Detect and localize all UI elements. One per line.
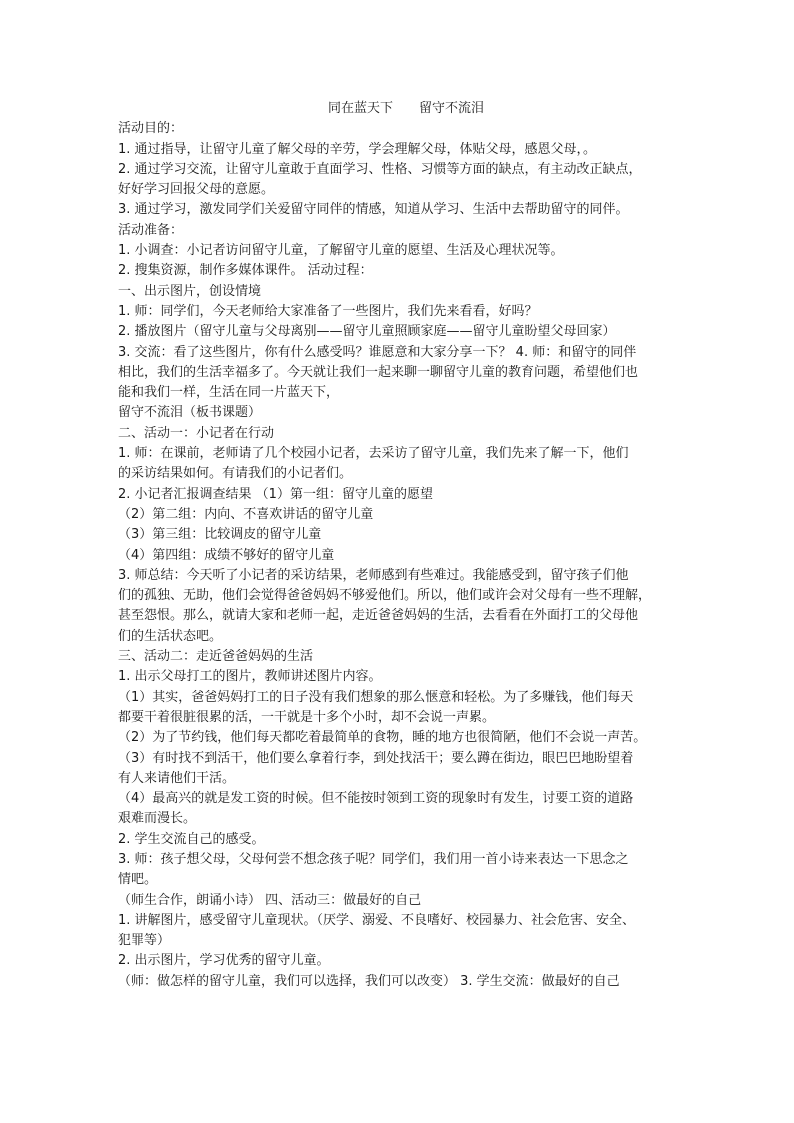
- document-line: 3. 师：孩子想父母，父母何尝不想念孩子呢？同学们，我们用一首小诗来表达一下思念之: [118, 851, 629, 867]
- document-page: [118, 99, 688, 992]
- document-line: 1. 通过指导，让留守儿童了解父母的辛劳，学会理解父母，体贴父母，感恩父母，。: [118, 141, 597, 157]
- document-line: 活动准备：: [118, 222, 184, 238]
- document-line: （4）最高兴的就是发工资的时候。但不能按时领到工资的现象时有发生，讨要工资的道路: [118, 791, 634, 807]
- document-line: 好好学习回报父母的意愿。: [118, 182, 275, 198]
- document-line: 2. 播放图片（留守儿童与父母离别——留守儿童照顾家庭——留守儿童盼望父母回家）: [118, 324, 616, 340]
- document-line: 2. 小记者汇报调查结果 （1）第一组：留守儿童的愿望: [118, 486, 433, 502]
- document-line: （2）第二组：内向、不喜欢讲话的留守儿童: [118, 506, 374, 522]
- document-line: 2. 通过学习交流，让留守儿童敢于直面学习、性格、习惯等方面的缺点，有主动改正缺点，: [118, 161, 642, 177]
- document-line: （1）其实，爸爸妈妈打工的日子没有我们想象的那么惬意和轻松。为了多赚钱，他们每天: [118, 689, 634, 705]
- document-line: 情吧。: [118, 872, 158, 888]
- document-line: 们的生活状态吧。: [118, 628, 223, 644]
- document-line: （师：做怎样的留守儿童，我们可以选择，我们可以改变） 3. 学生交流：做最好的自己: [118, 973, 620, 989]
- document-line: 3. 通过学习，激发同学们关爱留守同伴的情感，知道从学习、生活中去帮助留守的同伴。: [118, 202, 629, 218]
- document-line: 二、活动一：小记者在行动: [118, 425, 275, 441]
- document-body: [118, 119, 688, 992]
- document-line: （3）有时找不到活干，他们要么拿着行李，到处找活干；要么蹲在街边，眼巴巴地盼望着: [118, 750, 634, 766]
- document-line: （3）第三组：比较调皮的留守儿童: [118, 527, 322, 543]
- document-line: 艰难而漫长。: [118, 811, 197, 827]
- document-title: 同在蓝天下 留守不流泪: [327, 101, 484, 116]
- document-line: 1. 师：在课前，老师请了几个校园小记者，去采访了留守儿童，我们先来了解一下，他们: [118, 446, 629, 462]
- document-line: （师生合作，朗诵小诗） 四、活动三：做最好的自己: [118, 892, 422, 908]
- document-line: （4）第四组：成绩不够好的留守儿童: [118, 547, 335, 563]
- document-line: 留守不流泪（板书课题）: [118, 405, 262, 421]
- document-line: 都要干着很脏很累的活，一干就是十多个小时，却不会说一声累。: [118, 709, 496, 725]
- document-line: 2. 出示图片，学习优秀的留守儿童。: [118, 953, 330, 969]
- document-line: 2. 学生交流自己的感受。: [118, 831, 265, 847]
- document-line: 们的孤独、无助，他们会觉得爸爸妈妈不够爱他们。所以，他们或许会对父母有一些不理解，: [118, 588, 652, 604]
- document-line: 有人来请他们干活。: [118, 770, 236, 786]
- document-line: 一、出示图片，创设情境: [118, 283, 262, 299]
- document-line: 的采访结果如何。有请我们的小记者们。: [118, 466, 353, 482]
- document-line: 甚至怨恨。那么，就请大家和老师一起，走近爸爸妈妈的生活，去看看在外面打工的父母他: [118, 608, 639, 624]
- document-line: 犯罪等）: [118, 933, 171, 949]
- document-line: 1. 小调查：小记者访问留守儿童，了解留守儿童的愿望、生活及心理状况等。: [118, 243, 564, 259]
- document-line: 1. 师：同学们，今天老师给大家准备了一些图片，我们先来看看，好吗？: [118, 303, 538, 319]
- document-line: 3. 交流：看了这些图片，你有什么感受吗？谁愿意和大家分享一下？ 4. 师：和留守的同伴: [118, 344, 637, 360]
- document-line: 活动目的：: [118, 121, 184, 137]
- document-line: 3. 师总结：今天听了小记者的采访结果，老师感到有些难过。我能感受到，留守孩子们他: [118, 567, 629, 583]
- document-line: 1. 讲解图片，感受留守儿童现状。（厌学、溺爱、不良嗜好、校园暴力、社会危害、安全、: [118, 912, 636, 928]
- document-line: 2. 搜集资源，制作多媒体课件。 活动过程：: [118, 263, 373, 279]
- document-line: 1. 出示父母打工的图片，教师讲述图片内容。: [118, 669, 382, 685]
- document-line: （2）为了节约钱，他们每天都吃着最简单的食物，睡的地方也很简陋，他们不会说一声苦。: [118, 730, 647, 746]
- document-line: 相比，我们的生活幸福多了。今天就让我们一起来聊一聊留守儿童的教育问题，希望他们也: [118, 364, 639, 380]
- document-line: 能和我们一样，生活在同一片蓝天下，: [118, 385, 340, 401]
- document-line: 三、活动二：走近爸爸妈妈的生活: [118, 649, 314, 665]
